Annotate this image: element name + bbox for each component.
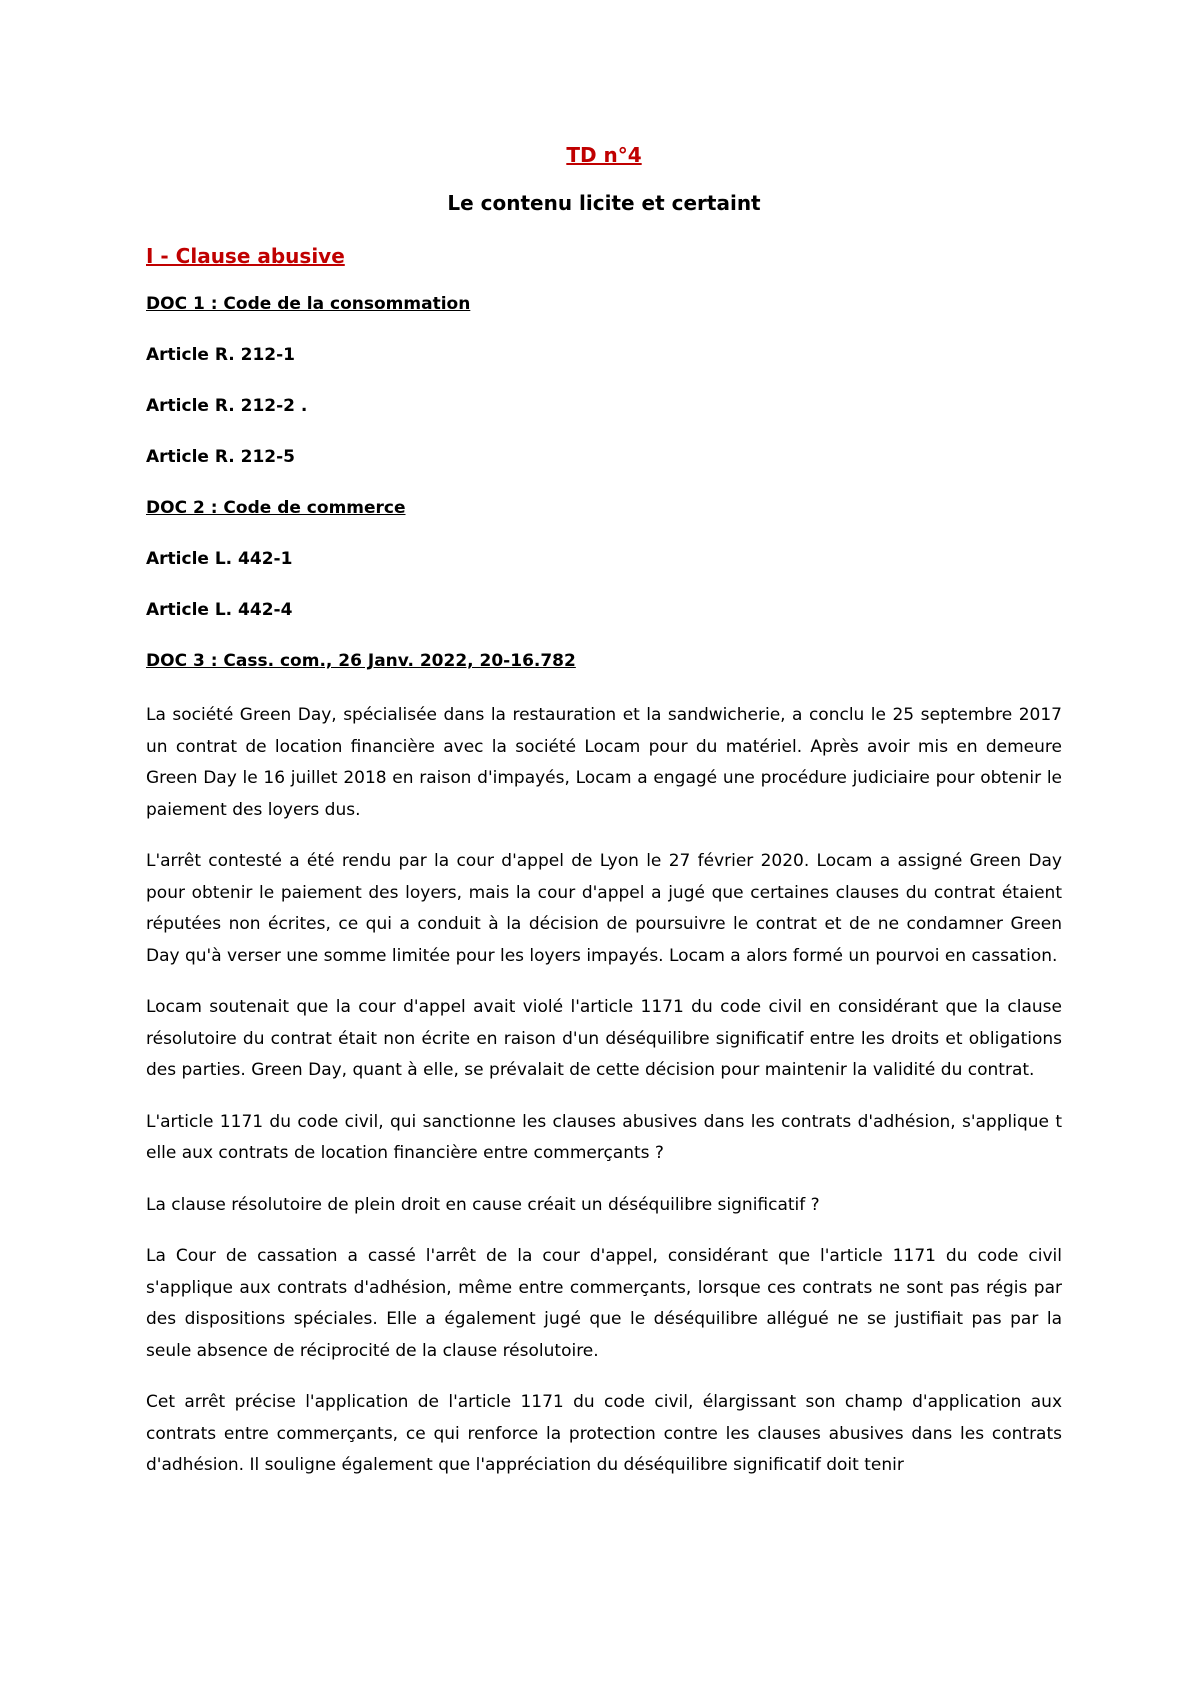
doc1-article-2: Article R. 212-2 . bbox=[146, 396, 308, 416]
doc3-paragraph-1: La société Green Day, spécialisée dans la restauration et la sandwicherie, a conclu le 25 septembre 2017 un contrat de location financière avec la société Locam pour du matériel. Après avoir mis en demeure Green Day le 16 juillet 2018 en raison d'impayés, Locam a engagé une procédure judiciaire pour obtenir le paiement des loyers dus. bbox=[146, 705, 1062, 820]
doc3-paragraph-5: La clause résolutoire de plein droit en cause créait un déséquilibre significatif ? bbox=[146, 1194, 820, 1215]
doc1-title: DOC 1 : Code de la consommation bbox=[146, 294, 471, 314]
document-subtitle: Le contenu licite et certaint bbox=[447, 191, 761, 215]
doc3-paragraph-3: Locam soutenait que la cour d'appel avait violé l'article 1171 du code civil en considérant que la clause résolutoire du contrat était non écrite en raison d'un déséquilibre significatif entre les droits et obligations des parties. Green Day, quant à elle, se prévalait de cette décision pour maintenir la validité du contrat. bbox=[146, 997, 1062, 1080]
doc2-article-2: Article L. 442-4 bbox=[146, 600, 293, 620]
doc3-title: DOC 3 : Cass. com., 26 Janv. 2022, 20-16.782 bbox=[146, 651, 576, 671]
doc1-article-1: Article R. 212-1 bbox=[146, 345, 295, 365]
doc3-paragraph-2: L'arrêt contesté a été rendu par la cour d'appel de Lyon le 27 février 2020. Locam a assigné Green Day pour obtenir le paiement des loyers, mais la cour d'appel a jugé que certaines clauses du contrat étaient réputées non écrites, ce qui a conduit à la décision de poursuivre le contrat et de ne condamner Green Day qu'à verser une somme limitée pour les loyers impayés. Locam a alors formé un pourvoi en cassation. bbox=[146, 851, 1062, 966]
doc2-article-1: Article L. 442-1 bbox=[146, 549, 293, 569]
td-title: TD n°4 bbox=[566, 143, 642, 167]
doc3-paragraph-6: La Cour de cassation a cassé l'arrêt de la cour d'appel, considérant que l'article 1171 du code civil s'applique aux contrats d'adhésion, même entre commerçants, lorsque ces contrats ne sont pas régis par des dispositions spéciales. Elle a également jugé que le déséquilibre allégué ne se justifiait pas par la seule absence de réciprocité de la clause résolutoire. bbox=[146, 1246, 1062, 1361]
doc2-title: DOC 2 : Code de commerce bbox=[146, 498, 406, 518]
doc3-paragraph-4: L'article 1171 du code civil, qui sanctionne les clauses abusives dans les contrats d'adhésion, s'applique t elle aux contrats de location financière entre commerçants ? bbox=[146, 1111, 1062, 1163]
section-title: I - Clause abusive bbox=[146, 244, 345, 268]
doc3-paragraph-7: Cet arrêt précise l'application de l'article 1171 du code civil, élargissant son champ d'application aux contrats entre commerçants, ce qui renforce la protection contre les clauses abusives dans les contrats d'adhésion. Il souligne également que l'appréciation du déséquilibre significatif doit tenir bbox=[146, 1392, 1062, 1475]
doc1-article-3: Article R. 212-5 bbox=[146, 447, 295, 467]
